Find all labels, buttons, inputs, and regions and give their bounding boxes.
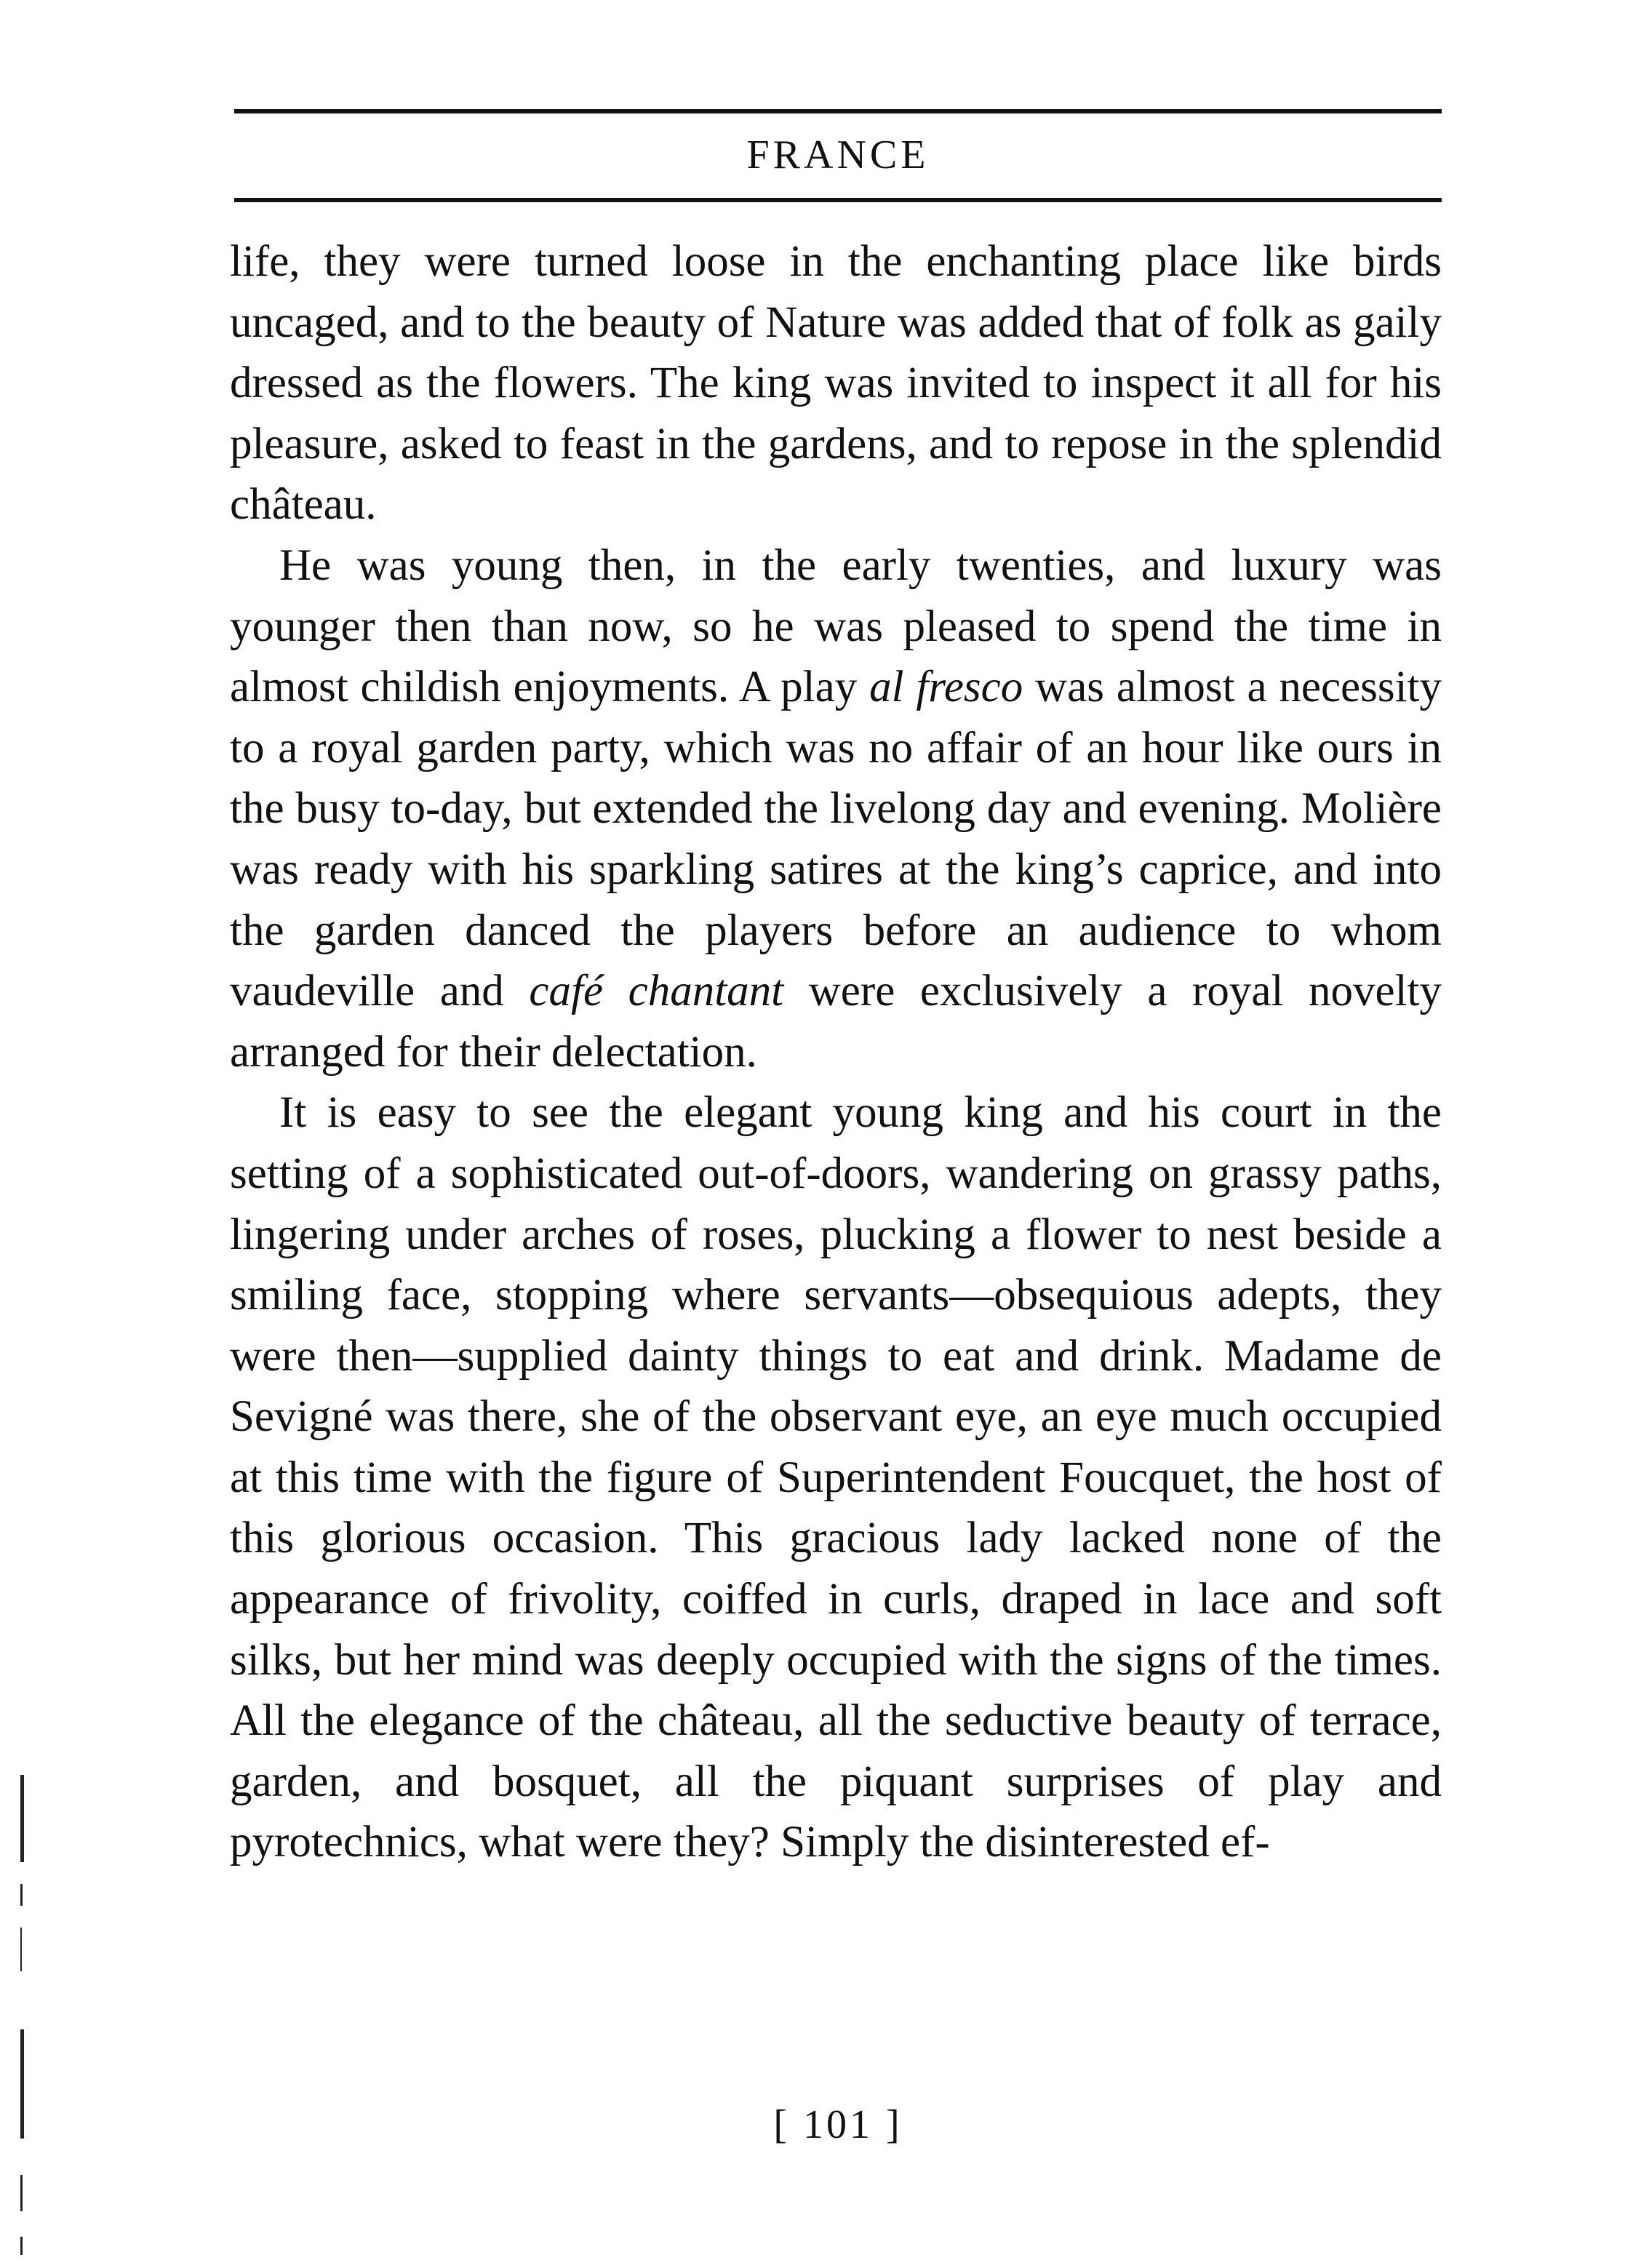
binding-edge-mark xyxy=(20,2237,23,2255)
binding-edge-mark xyxy=(20,1775,24,1862)
paragraph-1: life, they were turned loose in the enchanting place like birds uncaged, and to the beauty of Nature was added that of folk as gaily dressed as the flowers. The king was invited to inspect it all for his pleasure, asked to feast in the gardens, and to repose in the splendid château. xyxy=(230,237,1442,530)
paragraph-2-text-b: was almost a necessity to a royal garden party, which was no affair of an hour like ours in the busy to-day, but extended the livelong day and evening. Molière was ready with his sparkling satires at the king’s caprice, and into the garden danced the players before an audience to whom vaudeville and xyxy=(230,663,1442,1016)
italic-al-fresco: al fresco xyxy=(869,663,1023,712)
page-number: [ 101 ] xyxy=(773,2102,903,2147)
binding-edge-mark xyxy=(20,2029,24,2139)
paragraph-2-text-a: He was young then, in the early twenties, and luxury was younger then than now, so he was pleased to spend the time in almost childish enjoyments. A play xyxy=(230,540,1442,712)
running-head: FRANCE xyxy=(746,132,930,177)
binding-edge-mark xyxy=(20,1928,22,1971)
header-rule-top xyxy=(234,109,1442,113)
paragraph-3: It is easy to see the elegant young king and his court in the setting of a sophisticated out-of-doors, wandering on grassy paths, lingering under arches of roses, plucking a flower to nest beside a smiling face, stopping where servants—obsequious adepts, they were then—supplied dainty things to eat and drink. Madame de Sevigné was there, she of the observant eye, an eye much occupied at this time with the figure of Superintendent Foucquet, the host of this glorious occasion. This gracious lady lacked none of the appearance of frivolity, coiffed in curls, draped in lace and soft silks, but her mind was deeply occupied with the signs of the times. All the elegance of the château, all the seductive beauty of terrace, garden, and bosquet, all the piquant surprises of play and pyrotechnics, what were they? Simply the disinterested ef- xyxy=(230,1088,1442,1867)
binding-edge-mark xyxy=(20,1884,23,1906)
binding-edge-mark xyxy=(20,2175,23,2211)
paragraph-2-text-c: were exclusively a royal novelty arranged for their delectation. xyxy=(230,967,1442,1077)
paragraph-2 xyxy=(230,535,1442,1082)
header-rule-bottom xyxy=(234,198,1442,202)
body-text xyxy=(230,231,1442,1873)
italic-cafe-chantant: café chantant xyxy=(529,967,784,1016)
